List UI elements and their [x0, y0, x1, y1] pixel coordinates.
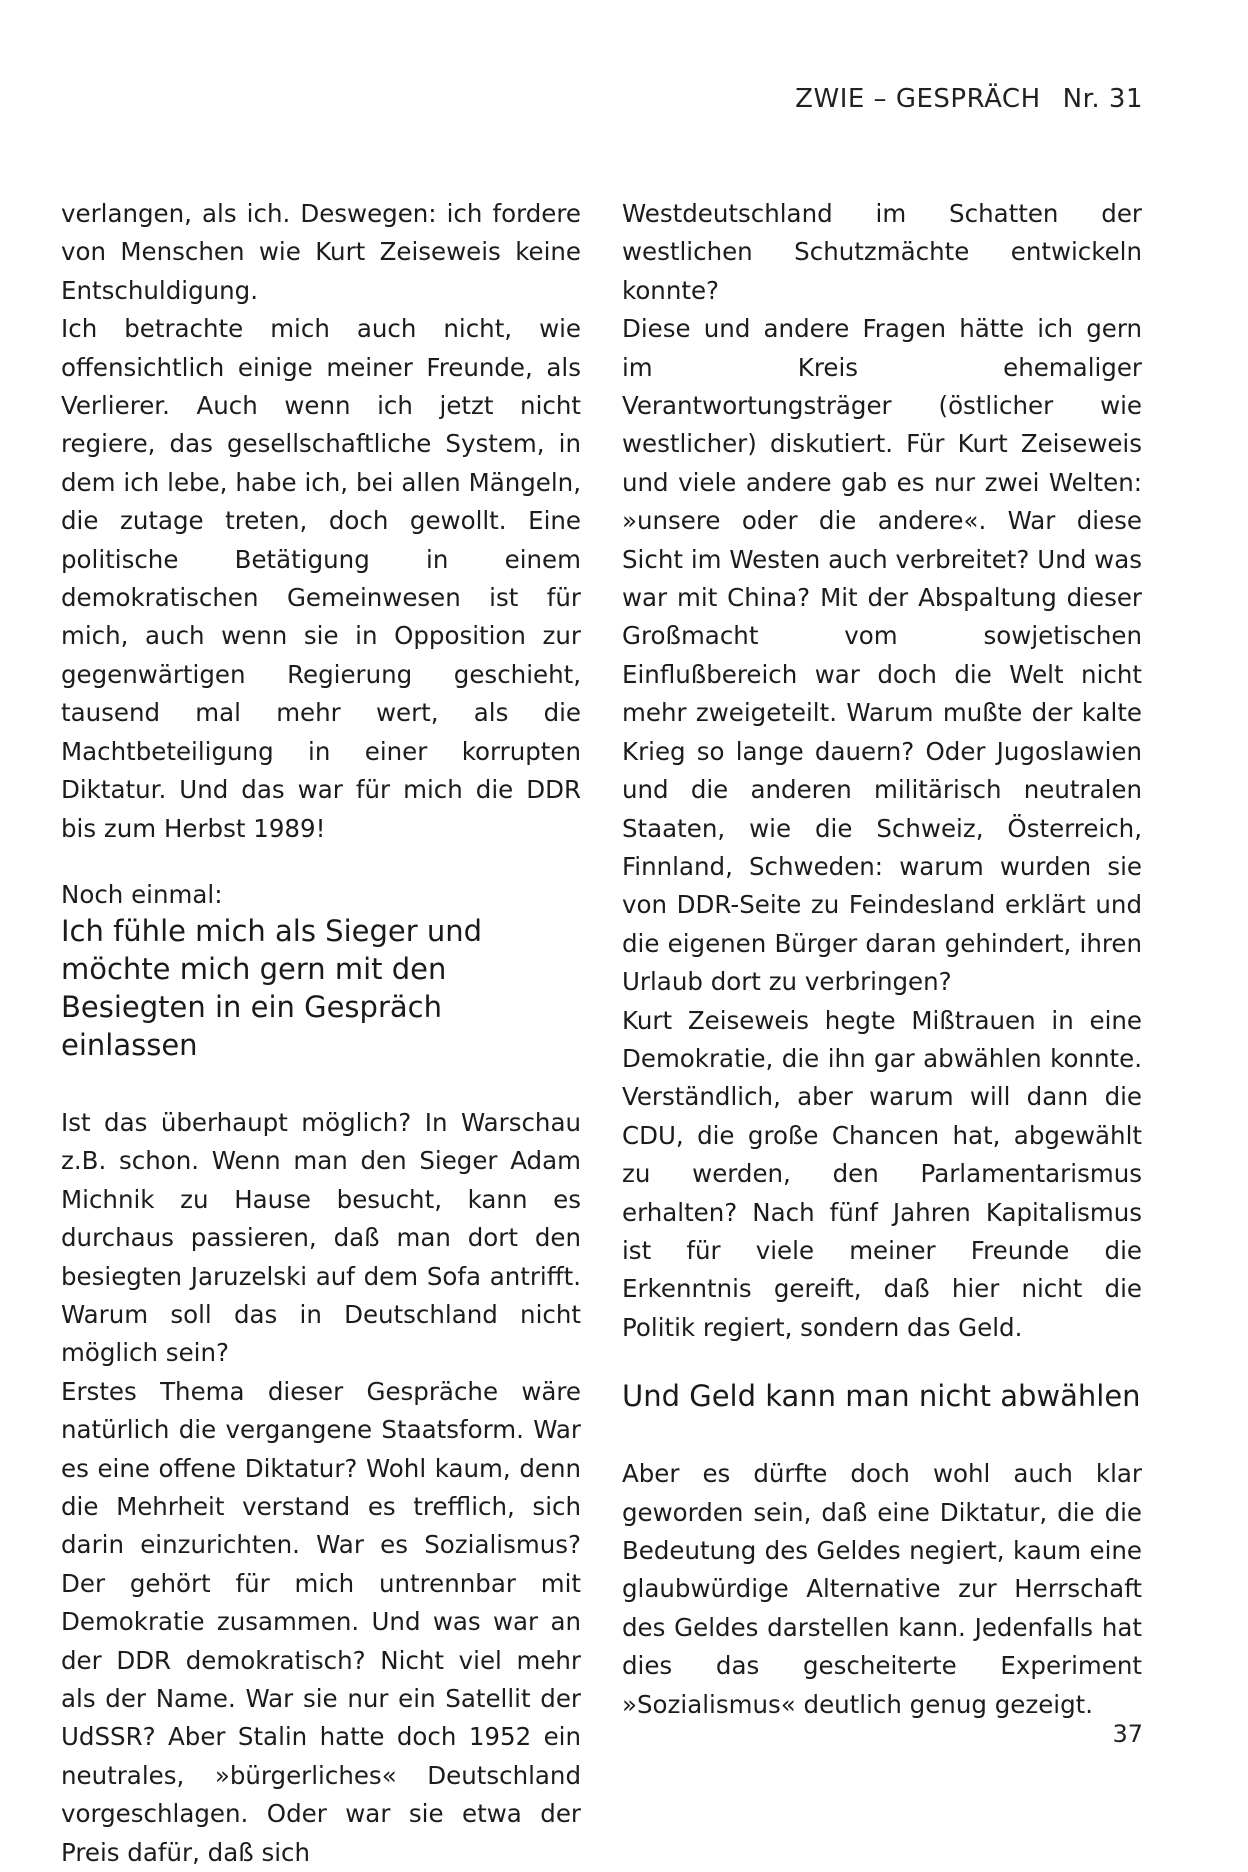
running-header: [795, 84, 1143, 114]
publication-title: ZWIE – GESPRÄCH: [795, 84, 1041, 114]
body-paragraph: Aber es dürfte doch wohl auch klar geworden sein, daß eine Diktatur, die die Bedeutung des Geldes negiert, kaum eine glaubwürdige Alternative zur Herrschaft des Geldes darstellen kann. Jedenfalls hat dies das gescheiterte Experiment »Sozialismus« deutlich genug gezeigt.: [622, 1459, 1142, 1719]
section-kicker: Noch einmal:: [61, 879, 223, 909]
body-paragraph: Diese und andere Fragen hätte ich gern im Kreis ehemaliger Verantwortungsträger (östlicher wie westlicher) diskutiert. Für Kurt Zeiseweis und viele andere gab es nur zwei Welten: »unsere oder die andere«. War diese Sicht im Westen auch verbreitet? Und was war mit China? Mit der Abspaltung dieser Großmacht vom sowjetischen Einflußbereich war doch die Welt nicht mehr zweigeteilt. Warum mußte der kalte Krieg so lange dauern? Oder Jugoslawien und die anderen militärisch neutralen Staaten, wie die Schweiz, Österreich, Finnland, Schweden: warum wurden sie von DDR-Seite zu Feindesland erklärt und die eigenen Bürger daran gehindert, ihren Urlaub dort zu verbringen?: [622, 314, 1142, 997]
body-paragraph: verlangen, als ich. Deswegen: ich fordere von Menschen wie Kurt Zeiseweis keine Entschuldigung.: [61, 199, 581, 305]
left-column: [61, 195, 581, 1872]
section-heading: Ich fühle mich als Sieger und möchte mich gern mit den Besiegten in ein Gespräch einlassen: [61, 913, 483, 1062]
body-paragraph: Ich betrachte mich auch nicht, wie offensichtlich einige meiner Freunde, als Verlierer. Auch wenn ich jetzt nicht regiere, das gesellschaftliche System, in dem ich lebe, habe ich, bei allen Mängeln, die zutage treten, doch gewollt. Eine politische Betätigung in einem demokratischen Gemeinwesen ist für mich, auch wenn sie in Opposition zur gegenwärtigen Regierung geschieht, tausend mal mehr wert, als die Machtbeteiligung in einer korrupten Diktatur. Und das war für mich die DDR bis zum Herbst 1989!: [61, 314, 581, 843]
body-paragraph: Ist das überhaupt möglich? In Warschau z.B. schon. Wenn man den Sieger Adam Michnik zu Hause besucht, kann es durchaus passieren, daß man dort den besiegten Jaruzelski auf dem Sofa antrifft. Warum soll das in Deutschland nicht möglich sein?: [61, 1107, 581, 1368]
page-number: 37: [1112, 1720, 1143, 1748]
body-paragraph: Westdeutschland im Schatten der westlichen Schutzmächte entwickeln konnte?: [622, 199, 1142, 305]
body-paragraph: Erstes Thema dieser Gespräche wäre natürlich die vergangene Staatsform. War es eine offene Diktatur? Wohl kaum, denn die Mehrheit verstand es trefflich, sich darin einzurichten. War es Sozialismus? Der gehört für mich untrennbar mit Demokratie zusammen. Und was war an der DDR demokratisch? Nicht viel mehr als der Name. War sie nur ein Satellit der UdSSR? Aber Stalin hatte doch 1952 ein neutrales, »bürgerliches« Deutschland vorgeschlagen. Oder war sie etwa der Preis dafür, daß sich: [61, 1376, 581, 1867]
right-column: [622, 195, 1142, 1724]
body-paragraph: Kurt Zeiseweis hegte Mißtrauen in eine Demokratie, die ihn gar abwählen konnte. Verständlich, aber warum will dann die CDU, die große Chancen hat, abgewählt zu werden, den Parlamentarismus erhalten? Nach fünf Jahren Kapitalismus ist für viele meiner Freunde die Erkenntnis gereift, daß hier nicht die Politik regiert, sondern das Geld.: [622, 1005, 1142, 1342]
section-heading: Und Geld kann man nicht abwählen: [622, 1379, 1141, 1414]
issue-number: Nr. 31: [1062, 84, 1143, 114]
